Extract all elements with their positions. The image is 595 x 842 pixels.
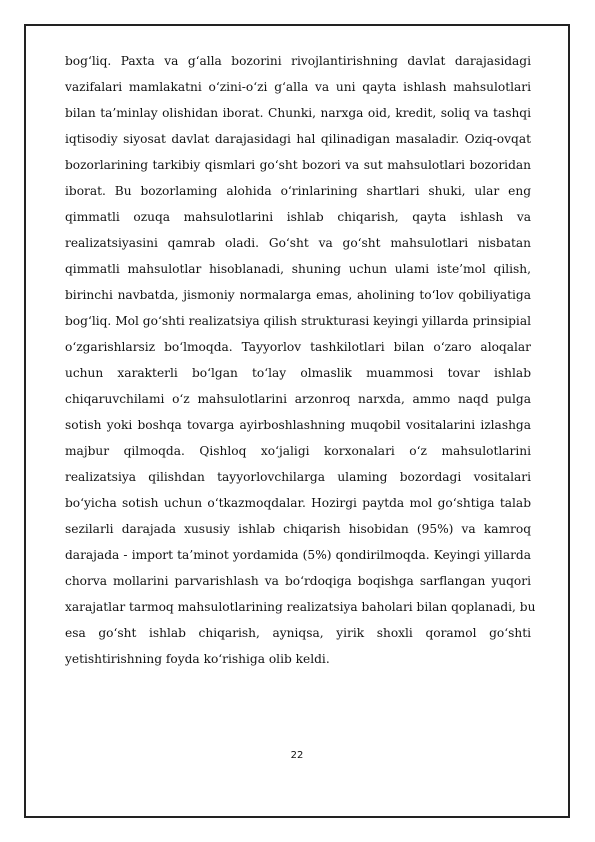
page-frame	[24, 24, 570, 818]
paragraph-line: chiqaruvchilami o‘z mahsulotlarini arzonroq narxda, ammo naqd pulga	[65, 392, 531, 406]
paragraph-line: bog‘liq. Mol go‘shti realizatsiya qilish strukturasi keyingi yillarda prinsipial	[65, 314, 531, 328]
paragraph-line: darajada - import ta’minot yordamida (5%) qondirilmoqda. Keyingi yillarda	[65, 548, 531, 562]
paragraph-line: sezilarli darajada xususiy ishlab chiqarish hisobidan (95%) va kamroq	[65, 522, 531, 536]
paragraph-line: yetishtirishning foyda ko‘rishiga olib keldi.	[65, 652, 330, 666]
paragraph-line: birinchi navbatda, jismoniy normalarga emas, aholining to‘lov qobiliyatiga	[65, 288, 531, 302]
paragraph-line: o‘zgarishlarsiz bo‘lmoqda. Tayyorlov tashkilotlari bilan o‘zaro aloqalar	[65, 340, 531, 354]
paragraph-line: majbur qilmoqda. Qishloq xo‘jaligi korxonalari o‘z mahsulotlarini	[65, 444, 531, 458]
paragraph-line: qimmatli ozuqa mahsulotlarini ishlab chiqarish, qayta ishlash va	[65, 210, 531, 224]
paragraph-line: iborat. Bu bozorlaming alohida o‘rinlarining shartlari shuki, ular eng	[65, 184, 531, 198]
paragraph-line: uchun xarakterli bo‘lgan to‘lay olmaslik muammosi tovar ishlab	[65, 366, 531, 380]
paragraph-line: xarajatlar tarmoq mahsulotlarining realizatsiya baholari bilan qoplanadi, bu	[65, 600, 536, 614]
page-number: 22	[290, 750, 304, 761]
paragraph-line: esa go‘sht ishlab chiqarish, ayniqsa, yirik shoxli qoramol go‘shti	[65, 626, 531, 640]
paragraph-line: iqtisodiy siyosat davlat darajasidagi hal qilinadigan masaladir. Oziq-ovqat	[65, 132, 531, 146]
paragraph-line: chorva mollarini parvarishlash va bo‘rdoqiga boqishga sarflangan yuqori	[65, 574, 531, 588]
paragraph-line: bozorlarining tarkibiy qismlari go‘sht bozori va sut mahsulotlari bozoridan	[65, 158, 531, 172]
paragraph-line: qimmatli mahsulotlar hisoblanadi, shuning uchun ulami iste’mol qilish,	[65, 262, 531, 276]
paragraph-line: bo‘yicha sotish uchun o‘tkazmoqdalar. Hozirgi paytda mol go‘shtiga talab	[65, 496, 531, 510]
paragraph-line: realizatsiya qilishdan tayyorlovchilarga ulaming bozordagi vositalari	[65, 470, 531, 484]
paragraph-line: bog‘liq. Paxta va g‘alla bozorini rivojlantirishning davlat darajasidagi	[65, 54, 531, 68]
paragraph-line: sotish yoki boshqa tovarga ayirboshlashning muqobil vositalarini izlashga	[65, 418, 531, 432]
body-paragraph	[65, 48, 536, 672]
paragraph-line: bilan ta’minlay olishidan iborat. Chunki, narxga oid, kredit, soliq va tashqi	[65, 106, 531, 120]
paragraph-line: realizatsiyasini qamrab oladi. Go‘sht va go‘sht mahsulotlari nisbatan	[65, 236, 531, 250]
paragraph-line: vazifalari mamlakatni o‘zini-o‘zi g‘alla va uni qayta ishlash mahsulotlari	[65, 80, 531, 94]
